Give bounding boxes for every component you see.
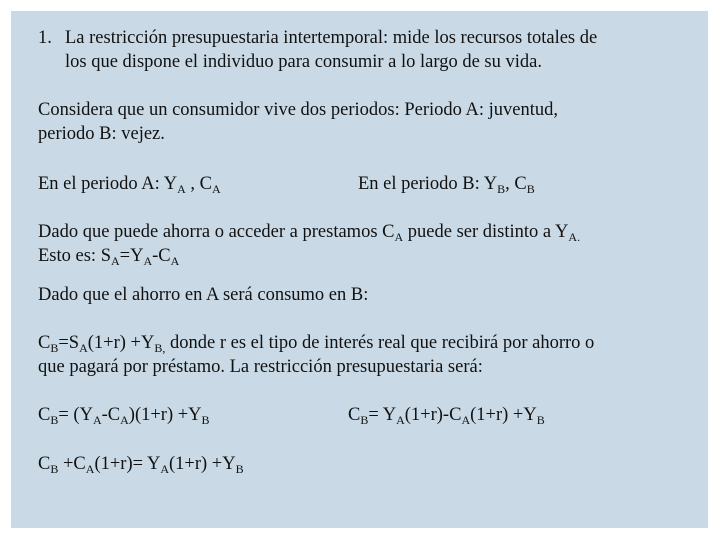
loans-text-line1: Dado que puede ahorra o acceder a prestamos $C_A$ puede ser distinto a $Y_{A.}$ (38, 222, 581, 244)
item1-line1 (38, 26, 597, 50)
period-a-text: En el periodo A: $Y_A$ , $C_A$ (38, 174, 221, 196)
equation-1: $C_B= (Y_A-C_A)(1+r) +Y_B$ (38, 405, 210, 427)
equation-2: $C_B= Y_A(1+r)-C_A(1+r) +Y_B$ (348, 405, 545, 427)
item1-number: 1. (38, 28, 52, 48)
constraint-text-line2: que pagará por préstamo. La restricción presupuestaria será: (38, 357, 483, 377)
slide-panel (11, 11, 708, 528)
item1-text-line1: La restricción presupuestaria intertemporal: mide los recursos totales de (65, 28, 598, 48)
consumer-text-line1: Considera que un consumidor vive dos periodos: Periodo A: juventud, (38, 100, 558, 120)
equation-3: $C_B +C_A(1+r)= Y_A(1+r) +Y_B$ (38, 454, 244, 476)
loans-text-line2: Esto es: $S_A=Y_A-C_A$ (38, 246, 180, 268)
consumer-text-line2: periodo B: vejez. (38, 124, 165, 144)
saving-text: Dado que el ahorro en A será consumo en B: (38, 285, 369, 305)
period-b-text: En el periodo B: $Y_B$, $C_B$ (358, 174, 535, 196)
item1-text-line2: los que dispone el individuo para consumir a lo largo de su vida. (65, 52, 542, 72)
constraint-text-line1: $C_B=S_A(1+r) +Y_{B,}$ donde r es el tipo de interés real que recibirá por ahorro o (38, 333, 595, 355)
